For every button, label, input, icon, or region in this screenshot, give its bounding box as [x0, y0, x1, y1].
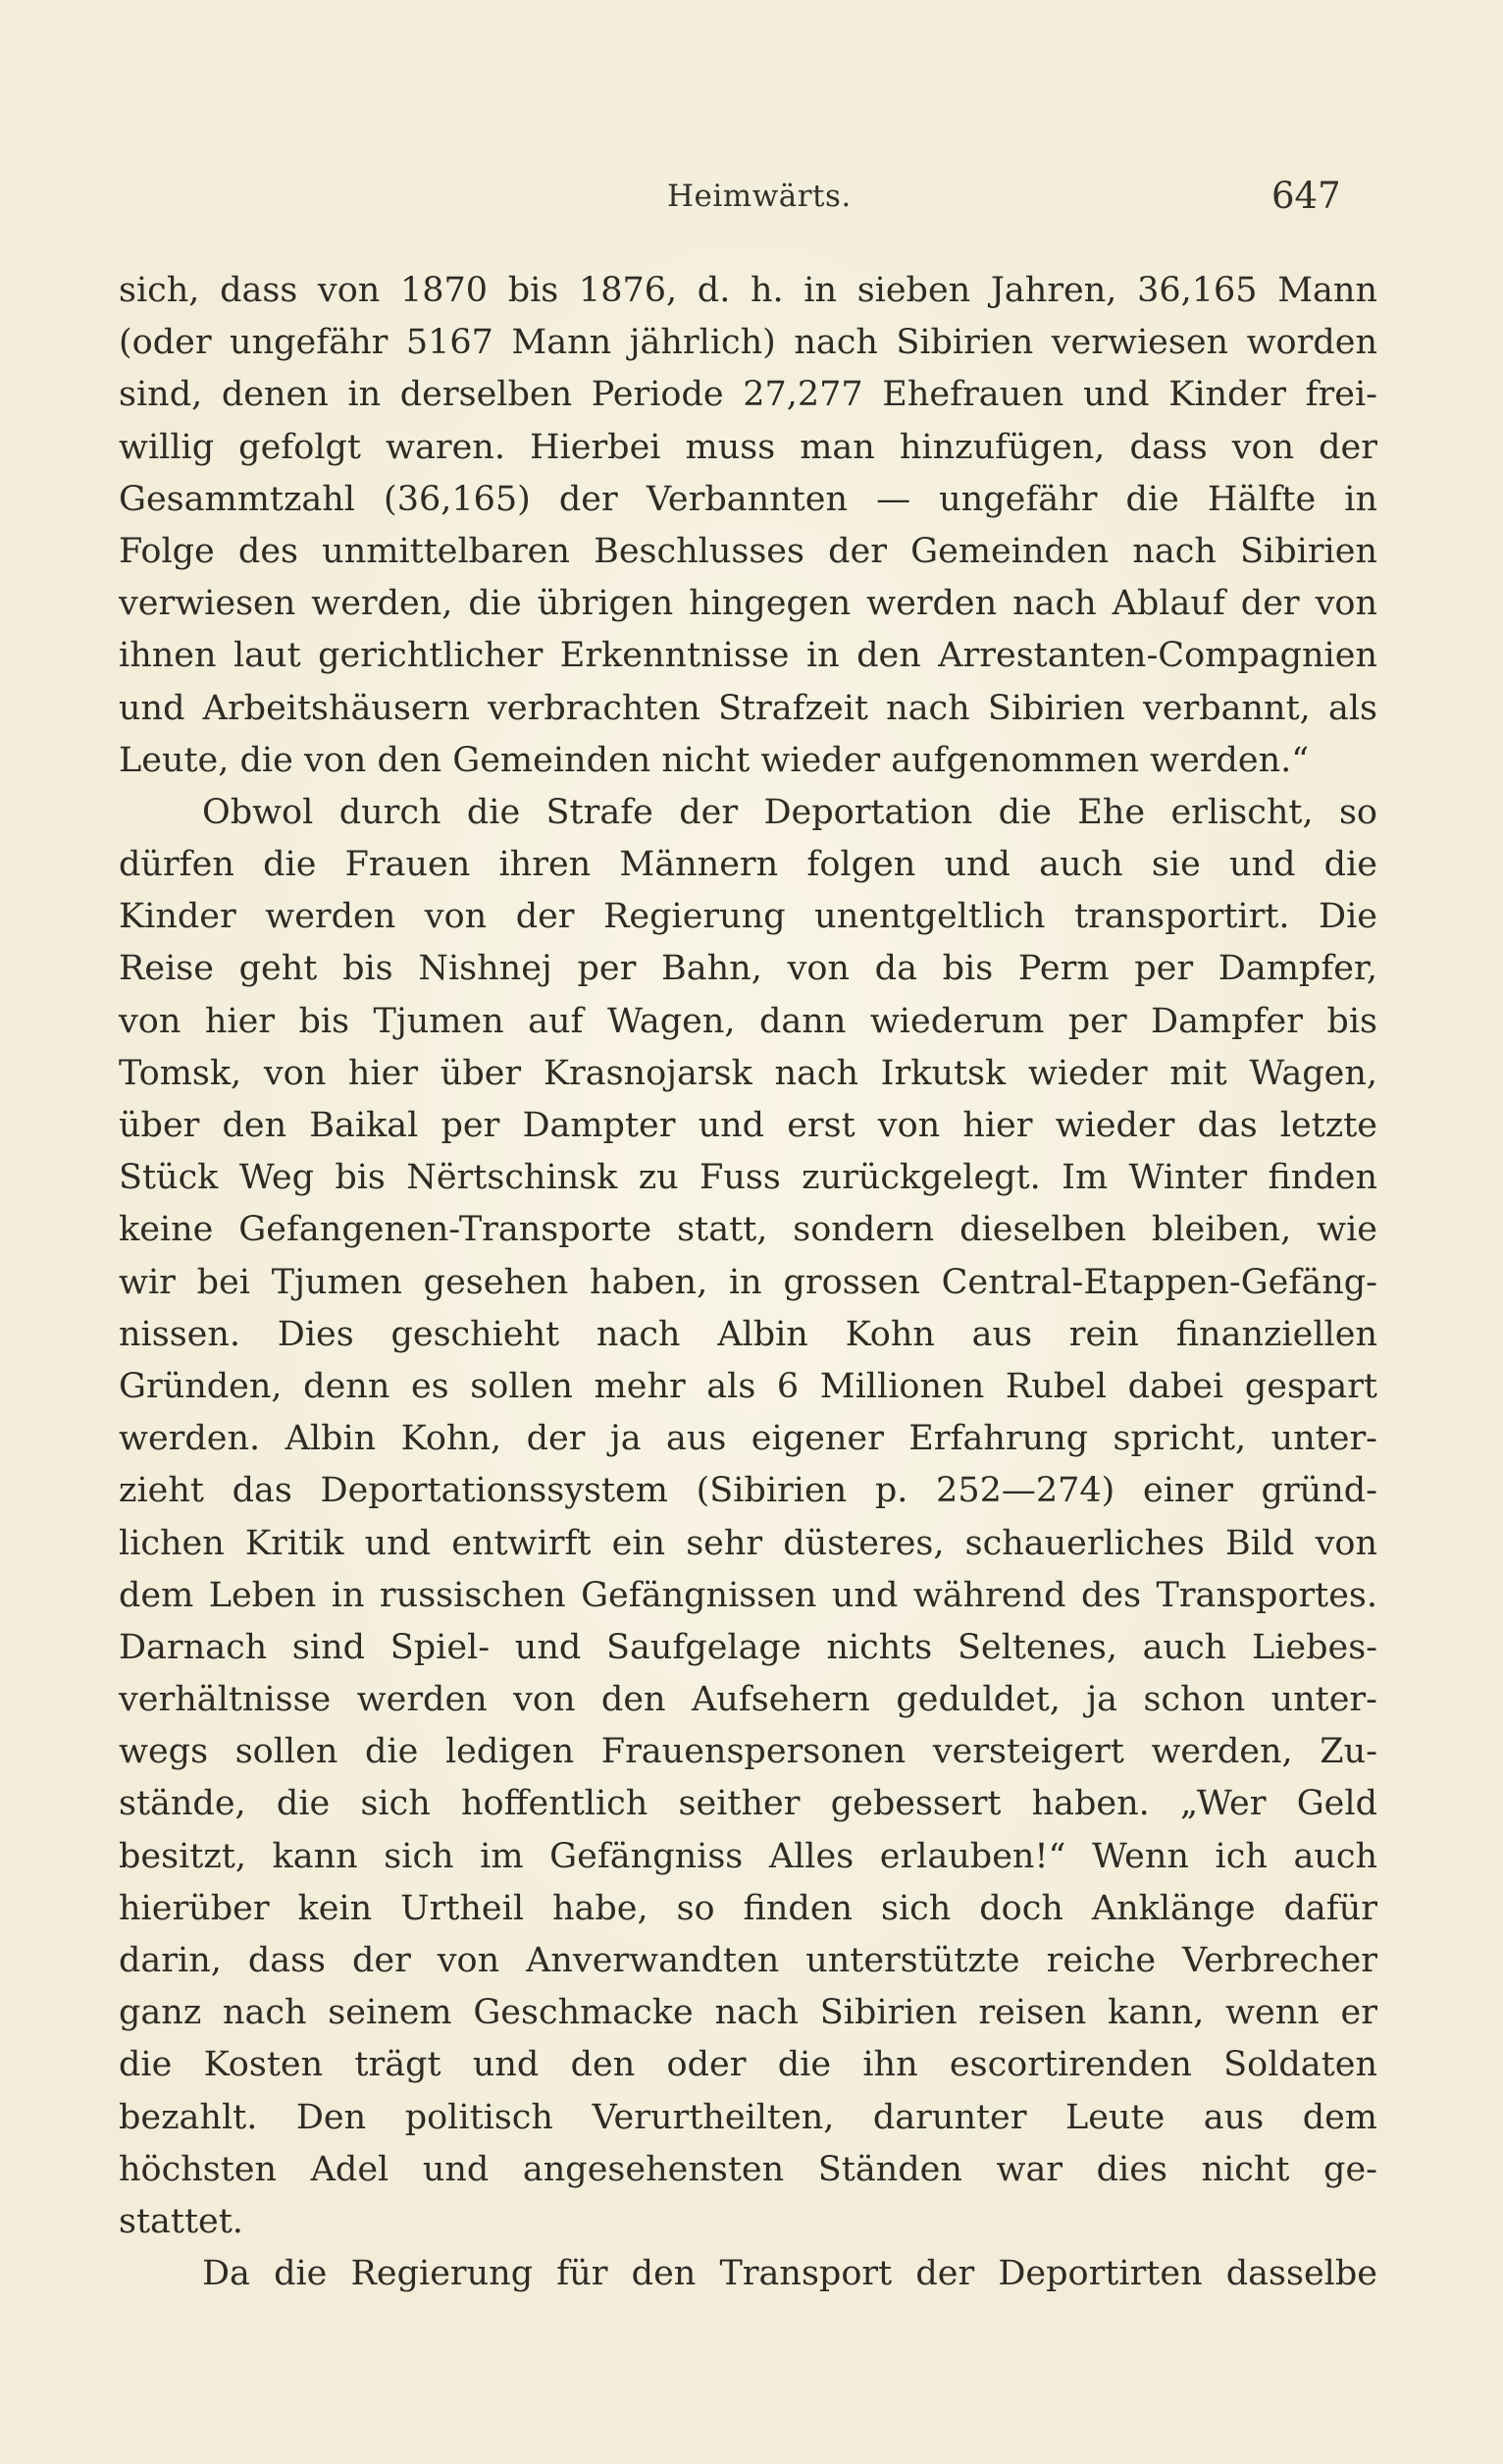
text-line: Gesammtzahl (36,165) der Verbannten — ungefähr die Hälfte in	[119, 479, 1377, 519]
text-line: ihnen laut gerichtlicher Erkenntnisse in den Arrestanten-Compagnien	[119, 636, 1377, 676]
text-line: verhältnisse werden von den Aufsehern geduldet, ja schon unter-	[119, 1680, 1377, 1720]
text-line: besitzt, kann sich im Gefängniss Alles erlauben!“ Wenn ich auch	[119, 1836, 1377, 1876]
text-line: werden. Albin Kohn, der ja aus eigener Erfahrung spricht, unter-	[119, 1419, 1377, 1459]
text-line: höchsten Adel und angesehensten Ständen war dies nicht ge-	[119, 2149, 1377, 2189]
text-line: verwiesen werden, die übrigen hingegen werden nach Ablauf der von	[119, 584, 1377, 624]
body-text	[119, 265, 1377, 2300]
text-line: darin, dass der von Anverwandten unterstützte reiche Verbrecher	[119, 1941, 1377, 1980]
text-line: Folge des unmittelbaren Beschlusses der Gemeinden nach Sibirien	[119, 531, 1377, 571]
text-line: stattet.	[119, 2201, 243, 2241]
text-line: dürfen die Frauen ihren Männern folgen und auch sie und die	[119, 845, 1377, 885]
text-line: wegs sollen die ledigen Frauenspersonen versteigert werden, Zu-	[119, 1732, 1377, 1772]
text-line: sich, dass von 1870 bis 1876, d. h. in sieben Jahren, 36,165 Mann	[119, 271, 1377, 310]
text-line: Kinder werden von der Regierung unentgeltlich transportirt. Die	[119, 897, 1377, 937]
text-line: Reise geht bis Nishnej per Bahn, von da bis Perm per Dampfer,	[119, 949, 1377, 989]
text-line: willig gefolgt waren. Hierbei muss man hinzufügen, dass von der	[119, 427, 1377, 467]
text-line: nissen. Dies geschieht nach Albin Kohn aus rein finanziellen	[119, 1314, 1377, 1354]
text-line: Leute, die von den Gemeinden nicht wieder aufgenommen werden.“	[119, 740, 1310, 780]
text-line: ganz nach seinem Geschmacke nach Sibirien reisen kann, wenn er	[119, 1993, 1377, 2033]
text-line: von hier bis Tjumen auf Wagen, dann wiederum per Dampfer bis	[119, 1001, 1377, 1041]
text-line: (oder ungefähr 5167 Mann jährlich) nach Sibirien verwiesen worden	[119, 323, 1377, 363]
text-line: stände, die sich hoffentlich seither gebessert haben. „Wer Geld	[119, 1784, 1377, 1824]
text-line: hierüber kein Urtheil habe, so finden sich doch Anklänge dafür	[119, 1888, 1377, 1928]
page-number: 647	[1271, 175, 1341, 217]
text-line: dem Leben in russischen Gefängnissen und während des Transportes.	[119, 1575, 1377, 1615]
running-head	[0, 175, 1503, 228]
text-line: Stück Weg bis Nërtschinsk zu Fuss zurückgelegt. Im Winter finden	[119, 1158, 1377, 1198]
text-line: Darnach sind Spiel- und Saufgelage nichts Seltenes, auch Liebes-	[119, 1627, 1377, 1667]
text-line: keine Gefangenen-Transporte statt, sondern dieselben bleiben, wie	[119, 1210, 1377, 1250]
text-line: bezahlt. Den politisch Verurtheilten, darunter Leute aus dem	[119, 2097, 1377, 2137]
text-line: über den Baikal per Dampter und erst von hier wieder das letzte	[119, 1106, 1377, 1145]
text-line: lichen Kritik und entwirft ein sehr düsteres, schauerliches Bild von	[119, 1523, 1377, 1563]
text-line: sind, denen in derselben Periode 27,277 Ehefrauen und Kinder frei-	[119, 375, 1377, 415]
running-title: Heimwärts.	[667, 179, 852, 214]
text-line: wir bei Tjumen gesehen haben, in grossen Central-Etappen-Gefäng-	[119, 1262, 1377, 1302]
text-line: die Kosten trägt und den oder die ihn escortirenden Soldaten	[119, 2045, 1377, 2085]
text-line: Tomsk, von hier über Krasnojarsk nach Irkutsk wieder mit Wagen,	[119, 1053, 1377, 1093]
text-line: Da die Regierung für den Transport der Deportirten dasselbe	[202, 2254, 1377, 2294]
text-line: zieht das Deportationssystem (Sibirien p. 252—274) einer gründ-	[119, 1471, 1377, 1511]
text-line: und Arbeitshäusern verbrachten Strafzeit nach Sibirien verbannt, als	[119, 688, 1377, 728]
text-line: Gründen, denn es sollen mehr als 6 Millionen Rubel dabei gespart	[119, 1366, 1377, 1406]
text-line: Obwol durch die Strafe der Deportation die Ehe erlischt, so	[202, 792, 1377, 832]
